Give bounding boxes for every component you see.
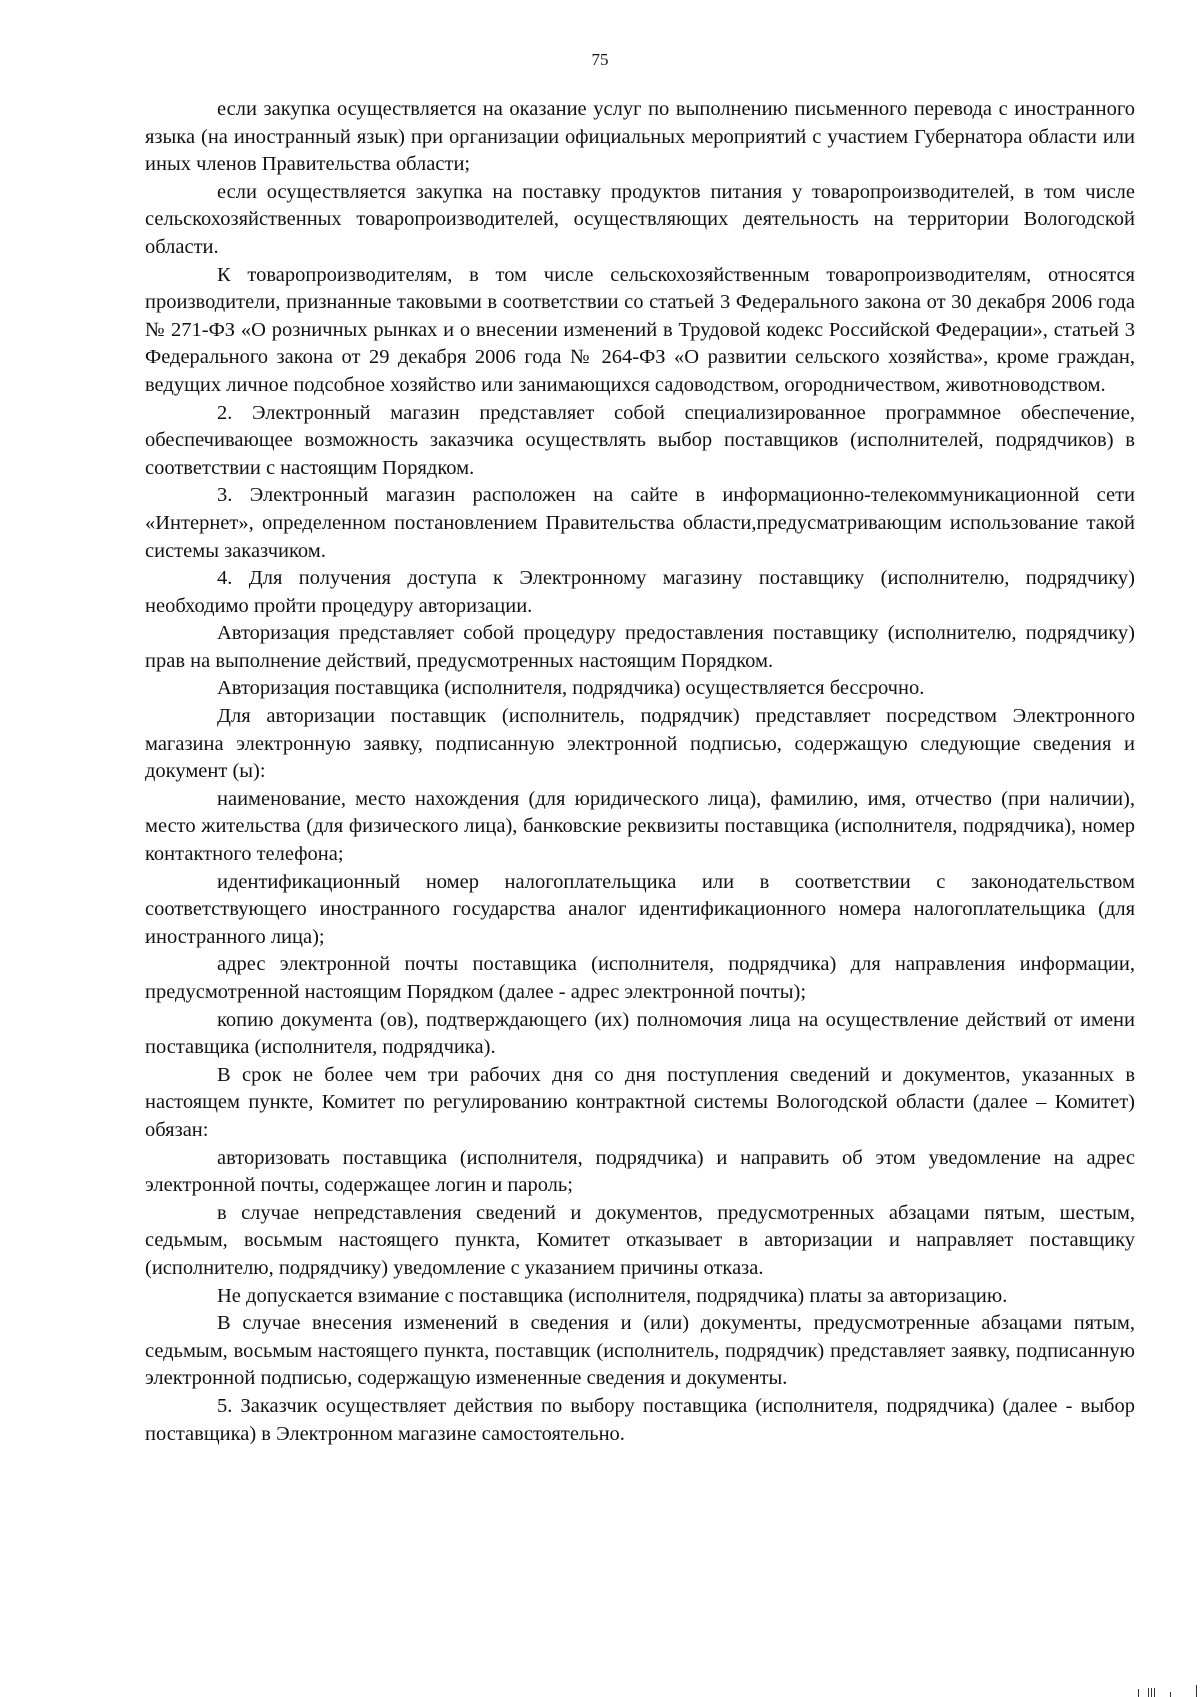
document-body — [145, 96, 1135, 1448]
paragraph-refusal: в случае непредставления сведений и документов, предусмотренных абзацами пятым, шестым, седьмым, восьмым настоящего пункта, Комитет отказывает в авторизации и направляет поставщику (исполнителю, подрядчику) уведомление с указанием причины отказа. — [145, 1201, 1135, 1279]
paragraph-clause-4: 4. Для получения доступа к Электронному магазину поставщику (исполнителю, подрядчику) необходимо пройти процедуру авторизации. — [145, 567, 1135, 617]
paragraph-clause-3: 3. Электронный магазин расположен на сайте в информационно-телекоммуникационной сети «Интернет», определенном постановлением Правительства области,предусматривающим использование такой системы заказчиком. — [145, 484, 1135, 562]
paragraph-item-email: адрес электронной почты поставщика (исполнителя, подрядчика) для направления информации, предусмотренной настоящим Порядком (далее - адрес электронной почты); — [145, 953, 1135, 1003]
paragraph-clause-2: 2. Электронный магазин представляет собой специализированное программное обеспечение, обеспечивающее возможность заказчика осуществлять выбор поставщиков (исполнителей, подрядчиков) в соответствии с настоящим Порядком. — [145, 401, 1135, 479]
paragraph-changes: В случае внесения изменений в сведения и (или) документы, предусмотренные абзацами пятым, седьмым, восьмым настоящего пункта, поставщик (исполнитель, подрядчик) представляет заявку, подписанную электронной подписью, содержащую измененные сведения и документы. — [145, 1312, 1135, 1390]
paragraph-translation-services: если закупка осуществляется на оказание услуг по выполнению письменного перевода с иностранного языка (на иностранный язык) при организации официальных мероприятий с участием Губернатора области или иных членов Правительства области; — [145, 98, 1135, 176]
paragraph-item-tax-id: идентификационный номер налогоплательщика или в соответствии с законодательством соответствующего иностранного государства аналог идентификационного номера налогоплательщика (для иностранного лица); — [145, 870, 1135, 948]
paragraph-committee-deadline: В срок не более чем три рабочих дня со дня поступления сведений и документов, указанных в настоящем пункте, Комитет по регулированию контрактной системы Вологодской области (далее – Комитет) обязан: — [145, 1063, 1135, 1141]
scan-edge-marks — [1130, 1684, 1200, 1697]
paragraph-authorize-supplier: авторизовать поставщика (исполнителя, подрядчика) и направить об этом уведомление на адрес электронной почты, содержащее логин и пароль; — [145, 1146, 1135, 1197]
paragraph-authorization-definition: Авторизация представляет собой процедуру предоставления поставщику (исполнителю, подрядчику) прав на выполнение действий, предусмотренных настоящим Порядком. — [145, 622, 1135, 672]
paragraph-producers-definition: К товаропроизводителям, в том числе сельскохозяйственным товаропроизводителям, относятся производители, признанные таковыми в соответствии со статьей 3 Федерального закона от 30 декабря 2006 года № 271-ФЗ «О розничных рынках и о внесении изменений в Трудовой кодекс Российской Федерации», статьей 3 Федерального закона от 29 декабря 2006 года № 264-ФЗ «О развитии сельского хозяйства», кроме граждан, ведущих личное подсобное хозяйство или занимающихся садоводством, огородничеством, животноводством. — [145, 263, 1135, 396]
paragraph-clause-5: 5. Заказчик осуществляет действия по выбору поставщика (исполнителя, подрядчика) (далее - выбор поставщика) в Электронном магазине самостоятельно. — [145, 1394, 1135, 1445]
paragraph-authorization-term: Авторизация поставщика (исполнителя, подрядчика) осуществляется бессрочно. — [217, 677, 925, 700]
paragraph-item-documents: копию документа (ов), подтверждающего (их) полномочия лица на осуществление действий от имени поставщика (исполнителя, подрядчика). — [145, 1008, 1135, 1059]
page-number: 75 — [591, 50, 609, 69]
paragraph-food-products: если осуществляется закупка на поставку продуктов питания у товаропроизводителей, в том числе сельскохозяйственных товаропроизводителей, осуществляющих деятельность на территории Вологодской области. — [145, 180, 1135, 258]
paragraph-no-fee: Не допускается взимание с поставщика (исполнителя, подрядчика) платы за авторизацию. — [217, 1284, 1008, 1307]
paragraph-authorization-request: Для авторизации поставщик (исполнитель, подрядчик) представляет посредством Электронного магазина электронную заявку, подписанную электронной подписью, содержащую следующие сведения и документ (ы): — [145, 705, 1135, 783]
paragraph-item-name-address: наименование, место нахождения (для юридического лица), фамилию, имя, отчество (при наличии), место жительства (для физического лица), банковские реквизиты поставщика (исполнителя, подрядчика), номер контактного телефона; — [145, 787, 1135, 866]
